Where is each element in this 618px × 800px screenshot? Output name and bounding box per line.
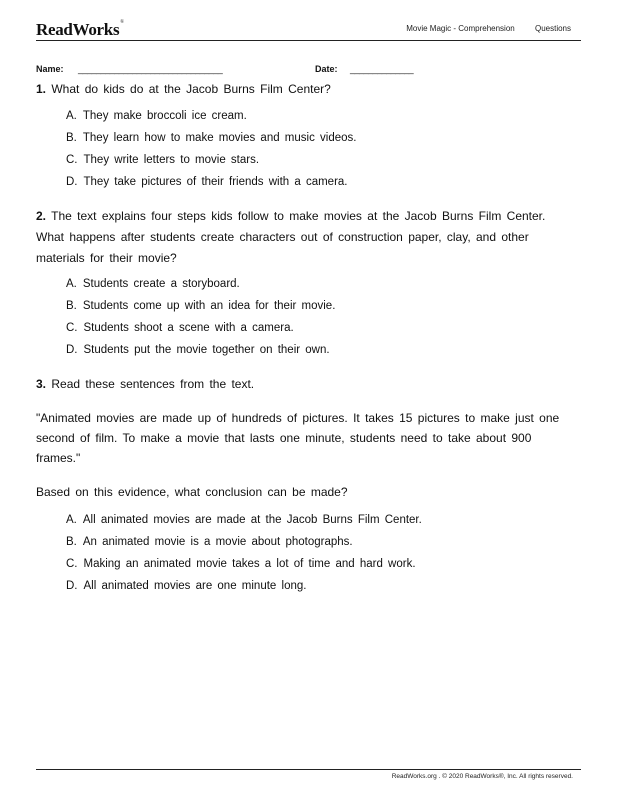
answer-option: B. They learn how to make movies and music videos. <box>66 132 357 144</box>
answer-option: B. An animated movie is a movie about photographs. <box>66 536 353 548</box>
answer-option: D. They take pictures of their friends with a camera. <box>66 176 348 188</box>
question-2 <box>36 206 566 269</box>
question-text: What do kids do at the Jacob Burns Film Center? <box>51 82 331 96</box>
answer-option: A. All animated movies are made at the Jacob Burns Film Center. <box>66 514 422 526</box>
date-label: Date: <box>315 64 338 74</box>
answer-option: A. They make broccoli ice cream. <box>66 110 247 122</box>
page-header <box>36 18 581 41</box>
name-blank: ________________________________ <box>78 64 223 74</box>
answer-option: B. Students come up with an idea for their movie. <box>66 300 336 312</box>
answer-option: C. Students shoot a scene with a camera. <box>66 322 294 334</box>
answer-option: C. Making an animated movie takes a lot of time and hard work. <box>66 558 416 570</box>
question-prompt: Based on this evidence, what conclusion can be made? <box>36 485 348 499</box>
question-number: 3. <box>36 377 47 391</box>
question-text: The text explains four steps kids follow to make movies at the Jacob Burns Film Center. What happens after students create characters out of construction paper, clay, and other materials for their movie? <box>36 209 546 265</box>
answer-option: C. They write letters to movie stars. <box>66 154 260 166</box>
answer-option: D. Students put the movie together on their own. <box>66 344 330 356</box>
question-1 <box>36 79 566 100</box>
copyright-text: ReadWorks.org . © 2020 ReadWorks®, Inc. All rights reserved. <box>391 773 573 780</box>
quoted-passage: "Animated movies are made up of hundreds of pictures. It takes 15 pictures to make just one second of film. To make a movie that lasts one minute, students need to take about 900 frames." <box>36 411 560 465</box>
question-text: Read these sentences from the text. <box>51 377 255 391</box>
header-title <box>388 24 571 33</box>
worksheet-title: Movie Magic - Comprehension <box>406 24 515 33</box>
worksheet-section: Questions <box>534 24 571 33</box>
date-blank: ______________ <box>350 64 414 74</box>
readworks-logo: ReadWorks® <box>36 20 124 39</box>
date-field <box>315 64 413 74</box>
name-field <box>36 64 222 74</box>
answer-option: D. All animated movies are one minute long. <box>66 580 307 592</box>
question-number: 2. <box>36 209 47 223</box>
page-footer <box>36 769 581 780</box>
answer-option: A. Students create a storyboard. <box>66 278 240 290</box>
question-number: 1. <box>36 82 47 96</box>
name-label: Name: <box>36 64 64 74</box>
question-3 <box>36 374 566 395</box>
